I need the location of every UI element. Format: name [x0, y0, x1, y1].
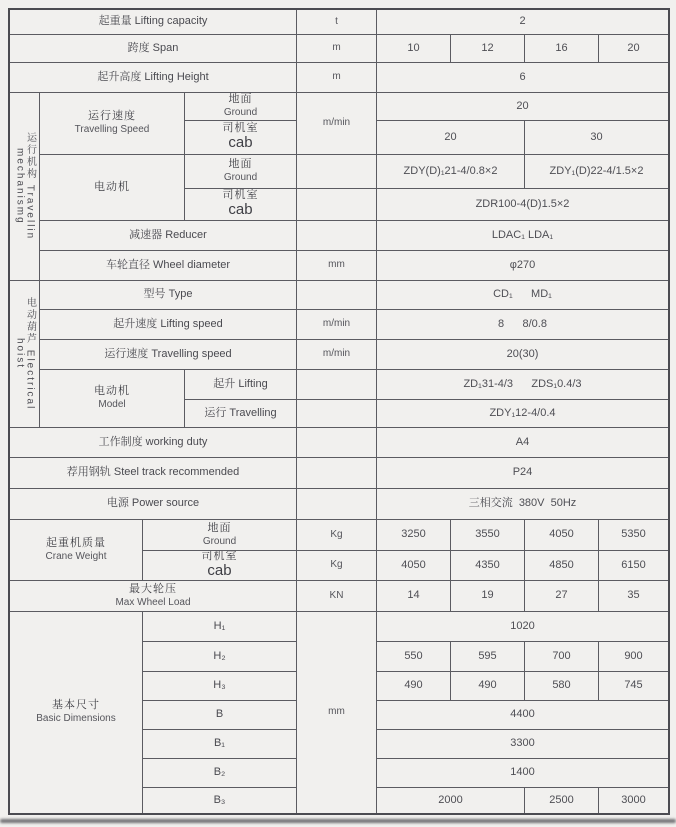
dimension-name-h1: H₁: [143, 612, 297, 642]
cab-label-cn: 司机室: [222, 189, 259, 202]
travelling-speed-unit: m/min: [297, 93, 377, 155]
travelling-mechanism-vertical-text: 运行机构 Travellin mechanismg: [14, 132, 36, 246]
span-unit: m: [297, 35, 377, 63]
travelling-motor-ground-model: ZDY(D)₁21-4/0.8×2: [377, 155, 525, 189]
reducer-label: 减速器 Reducer: [40, 221, 297, 251]
scan-edge-line: [0, 819, 676, 823]
basic-dimensions-label-cn: 基本尺寸: [52, 699, 100, 712]
dimension-value-h1: 1020: [377, 612, 668, 642]
hoist-motor-lifting-sublabel: 起升 Lifting: [185, 370, 297, 400]
travelling-motor-cab-sublabel: [185, 189, 297, 221]
dimension-value-b3: 3000: [621, 793, 646, 806]
basic-dimensions-label-en: Basic Dimensions: [36, 713, 116, 725]
max-wheel-load-value: 35: [599, 581, 668, 612]
dimension-value-h2: 550: [377, 642, 451, 672]
travelling-mechanism-section-label: [10, 93, 40, 281]
hoist-motor-label-cn: 电动机: [94, 385, 130, 398]
max-wheel-load-label-cn: 最大轮压: [129, 582, 177, 595]
crane-weight-ground-value: 4050: [525, 520, 599, 551]
hoist-lifting-speed-label: 起升速度 Lifting speed: [40, 310, 297, 340]
travelling-motor-ground-unit-empty: [297, 155, 377, 189]
lifting-height-label: 起升高度 Lifting Height: [10, 63, 297, 93]
max-wheel-load-value: 27: [525, 581, 599, 612]
crane-weight-cab-value: 4850: [525, 551, 599, 581]
travelling-motor-ground-sublabel: [185, 155, 297, 189]
dimension-value-b2: 1400: [377, 759, 668, 788]
hoist-motor-label-en: Model: [98, 399, 126, 411]
power-source-value: 三相交流 380V 50Hz: [377, 489, 668, 520]
wheel-diameter-label: 车轮直径 Wheel diameter: [40, 251, 297, 281]
dimension-name-b1: B₁: [143, 730, 297, 759]
hoist-travelling-speed-unit: m/min: [297, 340, 377, 370]
dimension-value-h3: 490: [451, 672, 525, 701]
hoist-travelling-speed-label: 运行速度 Travelling speed: [40, 340, 297, 370]
travelling-motor-cab-model: ZDR100-4(D)1.5×2: [377, 189, 668, 221]
cab-label-cn: 司机室: [201, 551, 238, 563]
wheel-diameter-value: φ270: [377, 251, 668, 281]
dimension-name-h3: H₃: [143, 672, 297, 701]
dimension-value-h3: 490: [377, 672, 451, 701]
dimension-value-h2: 900: [599, 642, 668, 672]
crane-weight-cab-value: 6150: [599, 551, 668, 581]
span-label: 跨度 Span: [10, 35, 297, 63]
power-source-unit-empty: [297, 489, 377, 520]
cab-label-cn: 司机室: [222, 122, 259, 135]
crane-weight-ground-sublabel: [143, 520, 297, 551]
lifting-capacity-unit: t: [297, 10, 377, 35]
dimension-value-h2: 595: [451, 642, 525, 672]
reducer-value: LDAC₁ LDA₁: [377, 221, 668, 251]
wheel-diameter-unit: mm: [297, 251, 377, 281]
ground-label-cn: 地面: [207, 521, 232, 534]
travelling-speed-label: [40, 93, 185, 155]
travelling-motor-label-cn: 电动机: [94, 180, 130, 193]
lifting-height-unit: m: [297, 63, 377, 93]
working-duty-label: 工作制度 working duty: [10, 428, 297, 458]
max-wheel-load-value: 19: [451, 581, 525, 612]
crane-spec-table: [8, 8, 670, 815]
dimension-value-b1: 3300: [377, 730, 668, 759]
crane-weight-ground-value: 3550: [451, 520, 525, 551]
working-duty-unit-empty: [297, 428, 377, 458]
dimension-value-h2: 700: [525, 642, 599, 672]
cab-label-en: cab: [228, 201, 253, 218]
hoist-lifting-speed-unit: m/min: [297, 310, 377, 340]
lifting-capacity-label: 起重量 Lifting capacity: [10, 10, 297, 35]
travelling-motor-ground-model: ZDY₁(D)22-4/1.5×2: [525, 155, 668, 189]
electrical-hoist-vertical-text: 电动葫芦 Electrical hoist: [14, 297, 36, 416]
hoist-travelling-speed-value: 20(30): [377, 340, 668, 370]
span-value: 12: [451, 35, 525, 63]
crane-weight-cab-unit: Kg: [297, 551, 377, 581]
travelling-speed-ground-value: 20: [377, 93, 668, 121]
hoist-motor-lifting-unit-empty: [297, 370, 377, 400]
electrical-hoist-section-label: [10, 281, 40, 428]
travelling-speed-label-cn: 运行速度: [88, 110, 136, 123]
travelling-speed-cab-sublabel: [185, 121, 297, 155]
dimension-name-b3: B₃: [143, 788, 297, 813]
steel-track-value: P24: [377, 458, 668, 489]
dimension-value-b3: 2500: [525, 788, 599, 813]
hoist-motor-travelling-model: ZDY₁12-4/0.4: [377, 400, 668, 428]
crane-weight-label-en: Crane Weight: [45, 550, 107, 562]
crane-weight-label-cn: 起重机质量: [46, 536, 106, 549]
travelling-speed-cab-value: 30: [525, 121, 668, 155]
crane-weight-cab-value: 4350: [451, 551, 525, 581]
travelling-motor-cab-unit-empty: [297, 189, 377, 221]
cab-label-en: cab: [207, 562, 232, 579]
ground-label-en: Ground: [223, 107, 258, 119]
basic-dimensions-label: [10, 612, 143, 813]
crane-weight-label: [10, 520, 143, 581]
span-value: 16: [525, 35, 599, 63]
steel-track-unit-empty: [297, 458, 377, 489]
ground-label-cn: 地面: [228, 93, 253, 106]
ground-label-en: Ground: [202, 535, 237, 547]
hoist-motor-label: [40, 370, 185, 428]
dimension-name-h2: H₂: [143, 642, 297, 672]
dimension-name-b: B: [143, 701, 297, 730]
max-wheel-load-unit: KN: [297, 581, 377, 612]
crane-weight-cab-sublabel: [143, 551, 297, 581]
crane-weight-cab-value: 4050: [377, 551, 451, 581]
crane-weight-ground-value: 3250: [377, 520, 451, 551]
hoist-lifting-speed-value: 8 8/0.8: [377, 310, 668, 340]
travelling-motor-label: [40, 155, 185, 221]
max-wheel-load-label: [10, 581, 297, 612]
lifting-capacity-value: 2: [377, 10, 668, 35]
crane-weight-ground-unit: Kg: [297, 520, 377, 551]
span-value: 10: [377, 35, 451, 63]
basic-dimensions-unit: mm: [297, 612, 377, 813]
dimension-value-h3: 745: [599, 672, 668, 701]
reducer-unit-empty: [297, 221, 377, 251]
hoist-type-value: CD₁ MD₁: [377, 281, 668, 310]
lifting-height-value: 6: [377, 63, 668, 93]
hoist-motor-travelling-sublabel: 运行 Travelling: [185, 400, 297, 428]
ground-label-cn: 地面: [228, 158, 253, 171]
hoist-motor-travelling-unit-empty: [297, 400, 377, 428]
power-source-label: 电源 Power source: [10, 489, 297, 520]
hoist-type-unit-empty: [297, 281, 377, 310]
hoist-type-label: 型号 Type: [40, 281, 297, 310]
ground-label-en: Ground: [223, 172, 258, 184]
travelling-speed-ground-sublabel: [185, 93, 297, 121]
span-value: 20: [599, 35, 668, 63]
hoist-motor-lifting-model: ZD₁31-4/3 ZDS₁0.4/3: [377, 370, 668, 400]
working-duty-value: A4: [377, 428, 668, 458]
dimension-name-b2: B₂: [143, 759, 297, 788]
crane-weight-ground-value: 5350: [599, 520, 668, 551]
dimension-value-b3: 2000: [377, 788, 525, 813]
steel-track-label: 荐用钢轨 Steel track recommended: [10, 458, 297, 489]
dimension-value-h3: 580: [525, 672, 599, 701]
cab-label-en: cab: [228, 134, 253, 151]
travelling-speed-cab-value: 20: [377, 121, 525, 155]
dimension-value-b: 4400: [377, 701, 668, 730]
max-wheel-load-value: 14: [377, 581, 451, 612]
travelling-speed-label-en: Travelling Speed: [74, 124, 150, 136]
max-wheel-load-label-en: Max Wheel Load: [115, 596, 191, 608]
